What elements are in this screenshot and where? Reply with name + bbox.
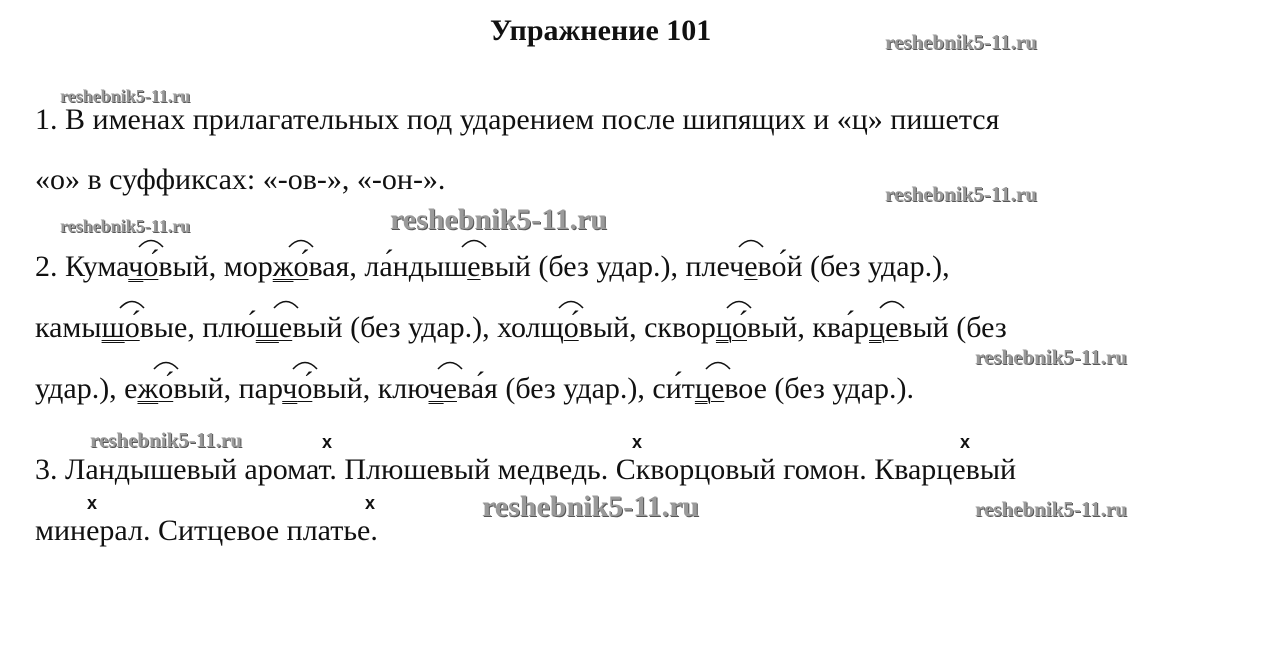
consonant-mark: ч: [128, 250, 144, 283]
watermark: reshebnik5-11.ru: [482, 490, 699, 523]
vowel-mark: е: [467, 250, 481, 283]
suffix-vowel: [297, 372, 312, 406]
watermark: reshebnik5-11.ru: [975, 345, 1127, 369]
paragraph-3-line-2: минерал. Ситцевое платье.: [35, 514, 378, 547]
suffix-arc: [558, 297, 584, 309]
consonant-mark: ш: [101, 311, 125, 344]
watermark: reshebnik5-11.ru: [390, 203, 607, 236]
suffix-vowel: [143, 250, 158, 284]
suffix-vowel: [125, 311, 140, 345]
consonant-mark: ж: [137, 372, 159, 405]
paragraph-1-line-1: 1. В именах прилагательных под ударением после шипящих и «ц» пишется: [35, 103, 1000, 136]
vowel-mark: е: [278, 311, 293, 344]
text-segment: вый (без: [898, 311, 1007, 344]
vowel-mark: о́: [297, 372, 313, 405]
suffix-vowel: [564, 311, 579, 345]
suffix-vowel: [279, 311, 292, 345]
suffix-arc: [726, 297, 752, 309]
suffix-arc: [738, 236, 764, 248]
suffix-vowel: [158, 372, 173, 406]
consonant-mark: ш: [255, 311, 279, 344]
text-segment: во́й (без удар.),: [757, 250, 950, 283]
suffix-arc: [288, 236, 314, 248]
consonant-mark: ц: [869, 311, 886, 344]
vowel-mark: о́: [143, 250, 159, 283]
vowel-mark: о́: [731, 311, 747, 344]
watermark: reshebnik5-11.ru: [885, 30, 1037, 54]
suffix-vowel: [444, 372, 457, 406]
vowel-mark: е: [443, 372, 457, 405]
suffix-vowel: [467, 250, 480, 284]
text-segment: камы: [35, 311, 102, 344]
text-segment: вая, ла́ндыш: [308, 250, 468, 283]
suffix-arc: [119, 297, 145, 309]
vowel-mark: е: [744, 250, 758, 283]
paragraph-2-line-3: [35, 372, 914, 406]
page-title: Упражнение 101: [490, 14, 712, 47]
vowel-mark: о́: [563, 311, 579, 344]
suffix-vowel: [732, 311, 747, 345]
vowel-mark: о́: [293, 250, 309, 283]
paragraph-2-line-2: [35, 311, 1007, 345]
consonant-mark: ч: [282, 372, 298, 405]
consonant-mark: ж: [272, 250, 294, 283]
watermark: reshebnik5-11.ru: [60, 216, 191, 236]
text-segment: вый (без удар.), холщ: [292, 311, 564, 344]
text-segment: 2. Кума: [35, 250, 129, 283]
watermark: reshebnik5-11.ru: [975, 497, 1127, 521]
suffix-arc: [437, 358, 463, 370]
vowel-mark: е: [710, 372, 725, 405]
cross-mark: x: [87, 493, 98, 513]
cross-mark: x: [322, 432, 333, 452]
consonant-mark: ч: [428, 372, 444, 405]
text-segment: удар.), е: [35, 372, 138, 405]
suffix-arc: [461, 236, 487, 248]
text-segment: вый, мор: [158, 250, 273, 283]
suffix-arc: [273, 297, 299, 309]
suffix-arc: [138, 236, 164, 248]
suffix-vowel: [293, 250, 308, 284]
text-segment: вый, клю: [312, 372, 429, 405]
cross-mark: x: [632, 432, 643, 452]
vowel-mark: о́: [124, 311, 140, 344]
suffix-arc: [705, 358, 731, 370]
cross-mark: x: [365, 493, 376, 513]
suffix-arc: [879, 297, 905, 309]
text-segment: вое (без удар.).: [724, 372, 914, 405]
suffix-arc: [292, 358, 318, 370]
paragraph-1-line-2: «о» в суффиксах: «-ов-», «-он-».: [35, 163, 446, 196]
cross-mark: x: [960, 432, 971, 452]
paragraph-2-line-1: [35, 250, 950, 284]
text-segment: вый (без удар.), плеч: [480, 250, 745, 283]
suffix-vowel: [885, 311, 898, 345]
watermark: reshebnik5-11.ru: [60, 86, 191, 106]
text-segment: вый, сквор: [578, 311, 716, 344]
vowel-mark: о́: [158, 372, 174, 405]
paragraph-3-line-1: 3. Ландышевый аромат. Плюшевый медведь. Скворцовый гомон. Кварцевый: [35, 453, 1017, 486]
suffix-vowel: [744, 250, 757, 284]
watermark: reshebnik5-11.ru: [885, 182, 1037, 206]
consonant-mark: ц: [694, 372, 711, 405]
suffix-arc: [153, 358, 179, 370]
suffix-vowel: [711, 372, 724, 406]
watermark: reshebnik5-11.ru: [90, 428, 242, 452]
text-segment: вый, пар: [173, 372, 283, 405]
text-segment: вые, плю́: [139, 311, 256, 344]
vowel-mark: е: [885, 311, 899, 344]
consonant-mark: ц: [715, 311, 732, 344]
text-segment: вый, ква́р: [746, 311, 870, 344]
text-segment: ва́я (без удар.), си́т: [456, 372, 695, 405]
